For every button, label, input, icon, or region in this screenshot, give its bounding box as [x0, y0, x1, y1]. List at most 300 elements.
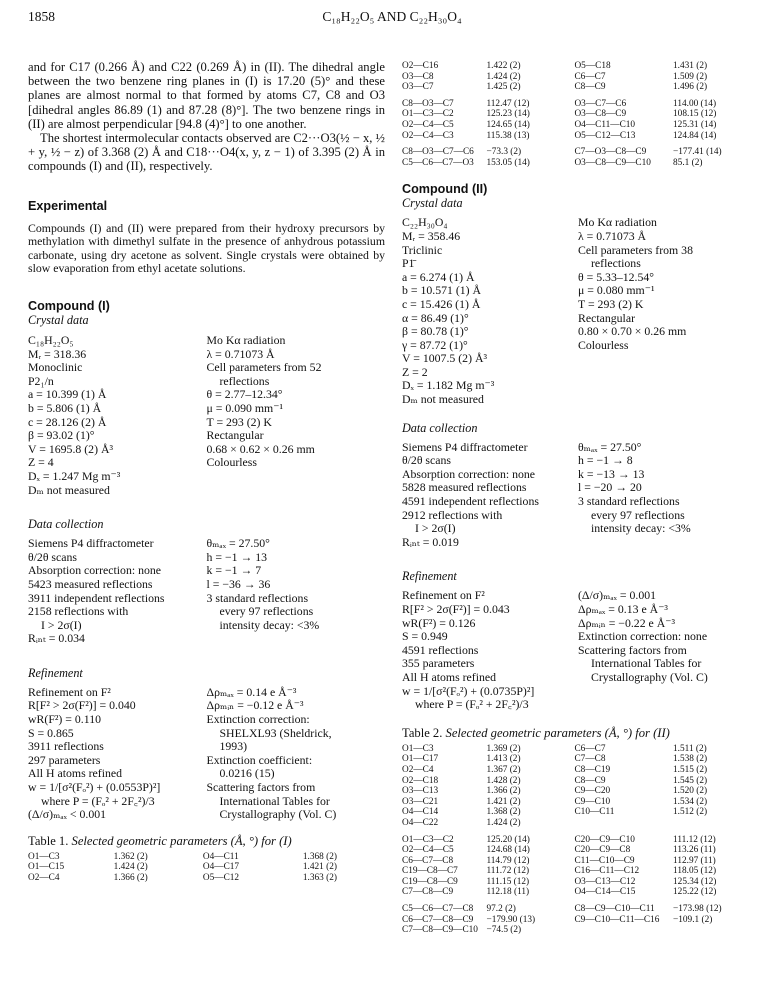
data-line: 0.0216 (15) — [219, 766, 275, 781]
atom-label: O5—C18 — [574, 61, 611, 71]
atom-label: O4—C14 — [402, 807, 439, 818]
atom-label: C19—C8—C7 — [402, 866, 458, 877]
data-line: C₁₈H₂₂O₅ — [28, 333, 74, 347]
value-cell: 113.26 (11) — [673, 845, 716, 856]
data-line: Mo Kα radiation — [206, 333, 286, 347]
atom-label: C20—C9—C10 — [574, 834, 635, 845]
refinement-heading-2: Refinement — [402, 569, 457, 584]
value-cell: 112.47 (12) — [486, 98, 530, 109]
data-collection-1 — [28, 537, 385, 646]
atom-label: O2—C4—C3 — [402, 130, 454, 141]
refinement-2 — [402, 589, 754, 711]
data-line: Z = 2 — [402, 364, 428, 379]
data-line: where P = (Fₒ² + 2F꜀²)/3 — [41, 793, 155, 808]
data-line: Crystallography (Vol. C) — [591, 669, 708, 684]
table-row — [402, 754, 754, 765]
data-line: Scattering factors from — [578, 642, 687, 657]
data-line: S = 0.865 — [28, 725, 74, 740]
atom-label: O1—C3—C2 — [402, 834, 454, 845]
experimental-text: Compounds (I) and (II) were prepared from their hydroxy precursors by methylation with dimethyl sulfate in the presence of anhydrous potassium carbonate, using dry acetone as solvent. Single crystals were obtained by slow evaporation from ethyl acetate solutions. — [28, 220, 385, 276]
atom-label: O1—C17 — [402, 754, 439, 765]
data-line: T = 293 (2) K — [206, 414, 272, 429]
table-1-part-a — [28, 852, 385, 884]
atom-label: C8—C19 — [574, 764, 611, 775]
value-cell: 1.421 (2) — [302, 862, 337, 873]
page-header — [28, 9, 756, 29]
value-cell: 111.72 (12) — [486, 866, 530, 877]
data-collection-2-right — [578, 441, 754, 550]
value-cell: 85.1 (2) — [673, 157, 703, 168]
value-cell: 125.20 (14) — [486, 834, 530, 845]
data-line: θ = 5.33–12.54° — [578, 269, 655, 284]
page-number: 1858 — [28, 9, 55, 24]
data-line: SHELXL93 (Sheldrick, — [219, 725, 332, 740]
value-cell: 1.425 (2) — [486, 82, 521, 93]
crystal-data-2-left — [402, 216, 578, 406]
data-line: θₘₐₓ = 27.50° — [578, 439, 642, 454]
value-cell: 1.496 (2) — [673, 82, 708, 93]
data-line: P1̄ — [402, 256, 415, 271]
value-cell: −179.90 (13) — [486, 914, 536, 925]
table-1-torsions — [402, 147, 754, 168]
table-row — [402, 925, 754, 936]
data-line: h = −1 → 8 — [578, 453, 633, 468]
intro-paragraph-2: The shortest intermolecular contacts observed are C2···O3(½ − x, ½ + y, ½ − z) of 3.368 (2) Å and C18···O4(x, y, z − 1) of 3.395 (2) Å in compounds (I) and (II), respectively. — [28, 131, 385, 174]
table-2-label: Table 2. — [402, 725, 443, 740]
data-line: k = −13 → 13 — [578, 466, 645, 481]
value-cell: 125.23 (14) — [486, 109, 530, 120]
right-column — [402, 61, 754, 936]
value-cell: 1.512 (2) — [673, 807, 708, 818]
data-line: 3 standard reflections — [578, 494, 680, 509]
data-line: Cell parameters from 38 — [578, 242, 693, 257]
value-cell: 1.428 (2) — [486, 775, 521, 786]
value-cell: 1.538 (2) — [673, 754, 708, 765]
table-row — [402, 744, 754, 755]
data-line: 3911 independent reflections — [28, 590, 165, 605]
data-line: 2912 reflections with — [402, 507, 503, 522]
value-cell: 1.366 (2) — [486, 786, 521, 797]
data-line: γ = 87.72 (1)° — [402, 337, 468, 352]
table-1-angles — [402, 99, 754, 141]
atom-label: O3—C13 — [402, 786, 439, 797]
atom-label: C6—C7 — [574, 743, 606, 754]
data-line: θₘₐₓ = 27.50° — [206, 536, 270, 551]
data-line: μ = 0.080 mm⁻¹ — [578, 283, 655, 298]
value-cell: 125.34 (12) — [673, 876, 717, 887]
data-line: l = −36 → 36 — [206, 576, 271, 591]
value-cell: 112.18 (11) — [486, 887, 530, 898]
data-line: C₂₂H₃₀O₄ — [402, 215, 448, 230]
atom-label: C20—C9—C8 — [574, 845, 631, 856]
value-cell: 1.520 (2) — [673, 786, 708, 797]
data-line: Scattering factors from — [206, 780, 316, 795]
table-row — [402, 82, 754, 93]
refinement-2-right — [578, 589, 754, 711]
table-row — [402, 147, 754, 158]
value-cell: 1.515 (2) — [673, 764, 708, 775]
data-line: Δρₘᵢₙ = −0.12 e Å⁻³ — [206, 698, 304, 713]
table-row — [28, 862, 385, 873]
data-line: T = 293 (2) K — [578, 296, 644, 311]
atom-label: O2—C4 — [28, 873, 60, 883]
table-row — [402, 786, 754, 797]
refinement-1-left — [28, 686, 207, 822]
data-line: Dₓ = 1.182 Mg m⁻³ — [402, 378, 495, 393]
atom-label: O4—C11—C10 — [574, 119, 636, 130]
atom-label: O1—C3—C2 — [402, 109, 454, 120]
data-line: V = 1007.5 (2) Å³ — [402, 351, 488, 366]
refinement-1-right — [207, 686, 386, 822]
atom-label: C6—C7 — [574, 71, 606, 82]
data-collection-heading-1: Data collection — [28, 517, 104, 532]
atom-label: C7—C8 — [574, 754, 606, 765]
value-cell: 112.97 (11) — [673, 855, 716, 866]
data-line: a = 6.274 (1) Å — [402, 269, 475, 284]
data-line: Siemens P4 diffractometer — [402, 439, 528, 454]
value-cell: 114.00 (14) — [673, 98, 717, 109]
table-row — [28, 852, 385, 863]
table-row — [402, 818, 754, 829]
atom-label — [574, 925, 673, 936]
data-line: International Tables for — [591, 656, 702, 671]
table-row — [402, 807, 754, 818]
data-line: b = 5.806 (1) Å — [28, 400, 102, 415]
atom-label: C7—C8—C9 — [402, 887, 454, 898]
data-line: Rᵢₙₜ = 0.034 — [28, 631, 85, 646]
atom-label: O5—C12 — [202, 873, 240, 883]
data-line: every 97 reflections — [591, 507, 685, 522]
data-line: 5423 measured reflections — [28, 576, 153, 591]
data-line: Refinement on F² — [402, 588, 485, 603]
atom-label: O3—C8 — [402, 71, 434, 82]
value-cell: 1.545 (2) — [673, 775, 708, 786]
data-line: All H atoms refined — [402, 669, 497, 684]
atom-label: O1—C3 — [28, 851, 60, 862]
value-cell: 115.38 (13) — [486, 130, 530, 141]
data-line: w = 1/[σ²(Fₒ²) + (0.0553P)²] — [28, 780, 161, 795]
data-collection-2-left — [402, 441, 578, 550]
value-cell: 114.79 (12) — [486, 855, 530, 866]
table-2-bonds — [402, 744, 754, 829]
table-row — [402, 904, 754, 915]
table-row — [402, 866, 754, 877]
data-line: c = 15.426 (1) Å — [402, 296, 481, 311]
data-line: θ/2θ scans — [28, 549, 77, 564]
value-cell: 125.22 (12) — [673, 887, 717, 898]
crystal-data-1-right — [207, 334, 386, 497]
atom-label: C9—C10—C11—C16 — [574, 914, 660, 925]
data-line: a = 10.399 (1) Å — [28, 387, 107, 402]
left-column — [28, 60, 385, 884]
table-row — [402, 797, 754, 808]
atom-label: C9—C10 — [574, 796, 611, 807]
value-cell: 118.05 (12) — [673, 866, 717, 877]
data-line: reflections — [219, 373, 270, 388]
atom-label: O4—C17 — [202, 862, 240, 873]
data-line: c = 28.126 (2) Å — [28, 414, 107, 429]
data-line: P2₁/n — [28, 373, 54, 388]
data-line: intensity decay: <3% — [591, 521, 691, 536]
data-line: where P = (Fₒ² + 2F꜀²)/3 — [415, 697, 529, 712]
value-cell: 1.421 (2) — [486, 796, 521, 807]
data-line: 1993) — [219, 739, 248, 754]
atom-label: O2—C18 — [402, 775, 439, 786]
atom-label: C8—C9—C10—C11 — [574, 904, 655, 915]
data-line: R[F² > 2σ(F²)] = 0.043 — [402, 602, 510, 616]
data-line: Absorption correction: none — [402, 466, 536, 481]
table-row — [402, 877, 754, 888]
value-cell: 1.534 (2) — [673, 796, 708, 807]
data-line: Dₘ not measured — [402, 392, 484, 407]
atom-label: C8—C9 — [574, 82, 606, 93]
table-row — [402, 845, 754, 856]
table-row — [28, 873, 385, 884]
atom-label: C8—O3—C7—C6 — [402, 147, 474, 158]
table-row — [402, 120, 754, 131]
value-cell — [673, 925, 754, 936]
data-line: θ = 2.77–12.34° — [206, 387, 283, 402]
crystal-data-2 — [402, 216, 754, 406]
crystal-data-heading-1: Crystal data — [28, 313, 89, 327]
table-2-torsions — [402, 904, 754, 936]
data-line: Refinement on F² — [28, 684, 111, 699]
data-line: μ = 0.090 mm⁻¹ — [206, 400, 283, 415]
value-cell: 1.431 (2) — [673, 61, 708, 71]
data-collection-heading-2: Data collection — [402, 420, 478, 435]
atom-label: C19—C8—C9 — [402, 876, 458, 887]
table-1-bonds — [402, 61, 754, 93]
atom-label: C7—C8—C9—C10 — [402, 925, 478, 936]
experimental-heading: Experimental — [28, 198, 108, 213]
value-cell: 1.362 (2) — [113, 851, 148, 862]
table-row — [402, 109, 754, 120]
data-line: I > 2σ(I) — [415, 521, 456, 536]
data-line: Colourless — [578, 337, 629, 352]
atom-label: C8—C9 — [574, 775, 606, 786]
value-cell: 1.424 (2) — [486, 71, 521, 82]
value-cell: 1.368 (2) — [486, 807, 521, 818]
atom-label: O1—C15 — [28, 862, 65, 873]
atom-label: O5—C12—C13 — [574, 130, 636, 141]
data-line: S = 0.949 — [402, 629, 448, 644]
atom-label: C5—C6—C7—C8 — [402, 904, 474, 915]
value-cell: 1.422 (2) — [486, 61, 521, 71]
data-line: 355 parameters — [402, 656, 475, 671]
table-1-caption — [28, 834, 385, 848]
data-line: 0.80 × 0.70 × 0.26 mm — [578, 324, 687, 339]
data-line: every 97 reflections — [219, 604, 314, 619]
data-line: b = 10.571 (1) Å — [402, 283, 482, 298]
value-cell: −73.3 (2) — [486, 147, 522, 158]
atom-label: C7—O3—C8—C9 — [574, 147, 647, 158]
data-line: I > 2σ(I) — [41, 617, 82, 632]
data-line: Rectangular — [206, 428, 264, 443]
table-row — [402, 131, 754, 142]
crystal-data-heading-2: Crystal data — [402, 196, 463, 211]
atom-label: O4—C14—C15 — [574, 887, 636, 898]
data-line: 3911 reflections — [28, 739, 104, 754]
value-cell: 1.424 (2) — [486, 817, 521, 828]
data-line: 0.68 × 0.62 × 0.26 mm — [206, 441, 315, 456]
data-line: (Δ/σ)ₘₐₓ < 0.001 — [28, 807, 107, 822]
value-cell: 1.368 (2) — [302, 851, 337, 862]
table-row — [402, 887, 754, 898]
data-line: Mo Kα radiation — [578, 215, 657, 230]
value-cell: 1.363 (2) — [302, 873, 337, 883]
crystal-data-2-right — [578, 216, 754, 406]
value-cell: 111.12 (12) — [673, 834, 716, 845]
value-cell: 1.509 (2) — [673, 71, 708, 82]
refinement-1 — [28, 686, 385, 822]
value-cell: −177.41 (14) — [673, 147, 722, 158]
refinement-2-left — [402, 589, 578, 711]
atom-label: C10—C11 — [574, 807, 615, 818]
value-cell: −173.98 (12) — [673, 904, 722, 915]
data-collection-1-right — [207, 537, 386, 646]
data-line: λ = 0.71073 Å — [206, 346, 275, 361]
atom-label: O2—C16 — [402, 61, 439, 71]
data-line: All H atoms refined — [28, 766, 123, 781]
data-line: w = 1/[σ²(Fₒ²) + (0.0735P)²] — [402, 683, 535, 698]
data-line: Δρₘₐₓ = 0.13 e Å⁻³ — [578, 602, 668, 616]
data-line: 4591 reflections — [402, 642, 479, 657]
data-line: Extinction coefficient: — [206, 752, 313, 767]
atom-label: C5—C6—C7—O3 — [402, 157, 474, 168]
atom-label: O3—C7 — [402, 82, 434, 93]
data-line: Extinction correction: none — [578, 629, 708, 644]
value-cell: 1.366 (2) — [113, 873, 148, 883]
data-line: (Δ/σ)ₘₐₓ = 0.001 — [578, 588, 657, 603]
data-line: V = 1695.8 (2) Å³ — [28, 441, 114, 456]
table-2-angles — [402, 835, 754, 899]
data-line: Rᵢₙₜ = 0.019 — [402, 534, 459, 549]
atom-label: O4—C22 — [402, 817, 439, 828]
data-line: Z = 4 — [28, 455, 54, 470]
data-line: wR(F²) = 0.110 — [28, 712, 101, 727]
value-cell: 124.84 (14) — [673, 130, 717, 141]
data-line: wR(F²) = 0.126 — [402, 615, 476, 630]
atom-label: O4—C11 — [202, 851, 239, 862]
refinement-heading-1: Refinement — [28, 665, 83, 680]
data-line: Cell parameters from 52 — [206, 360, 322, 375]
atom-label: C6—C7—C8—C9 — [402, 914, 474, 925]
data-line: 4591 independent reflections — [402, 494, 539, 509]
value-cell: 1.413 (2) — [486, 754, 521, 765]
atom-label: O3—C7—C6 — [574, 98, 627, 109]
atom-label: O2—C4 — [402, 764, 434, 775]
data-line: Δρₘₐₓ = 0.14 e Å⁻³ — [206, 684, 297, 699]
data-line: Colourless — [206, 455, 257, 470]
data-line: θ/2θ scans — [402, 453, 451, 468]
table-2-caption — [402, 726, 754, 740]
data-line: β = 80.78 (1)° — [402, 324, 469, 339]
data-line: International Tables for — [219, 793, 330, 808]
atom-label: C9—C20 — [574, 786, 611, 797]
compound-2-heading: Compound (II) — [402, 182, 488, 197]
atom-label: C6—C7—C8 — [402, 855, 454, 866]
table-row — [402, 61, 754, 72]
data-line: Dₘ not measured — [28, 482, 110, 497]
crystal-data-1 — [28, 334, 385, 497]
value-cell: 124.68 (14) — [486, 845, 530, 856]
atom-label: O3—C8—C9 — [574, 109, 627, 120]
value-cell: 124.65 (14) — [486, 119, 530, 130]
atom-label: C11—C10—C9 — [574, 855, 635, 866]
value-cell: 1.511 (2) — [673, 743, 707, 754]
data-line: reflections — [591, 256, 641, 271]
data-line: h = −1 → 13 — [206, 549, 267, 564]
data-line: l = −20 → 20 — [578, 480, 642, 495]
data-line: λ = 0.71073 Å — [578, 228, 647, 243]
table-row — [402, 856, 754, 867]
data-line: intensity decay: <3% — [219, 617, 320, 632]
data-line: Dₓ = 1.247 Mg m⁻³ — [28, 468, 121, 483]
table-row — [402, 99, 754, 110]
data-collection-2 — [402, 441, 754, 550]
atom-label: O1—C3 — [402, 743, 434, 754]
atom-label: O2—C4—C5 — [402, 845, 454, 856]
value-cell: −109.1 (2) — [673, 914, 713, 925]
table-1-label: Table 1. — [28, 833, 69, 848]
crystal-data-1-left — [28, 334, 207, 497]
data-line: Δρₘᵢₙ = −0.22 e Å⁻³ — [578, 615, 676, 630]
data-line: 2158 reflections with — [28, 604, 129, 619]
table-1-title: Selected geometric parameters (Å, °) for (I) — [71, 833, 292, 848]
value-cell: 153.05 (14) — [486, 157, 530, 168]
data-line: Rectangular — [578, 310, 635, 325]
table-row — [402, 776, 754, 787]
compound-1-heading: Compound (I) — [28, 299, 110, 313]
data-line: Mᵣ = 358.46 — [402, 228, 461, 243]
table-row — [402, 765, 754, 776]
value-cell: 111.15 (12) — [486, 876, 530, 887]
atom-label: C16—C11—C12 — [574, 866, 640, 877]
atom-label: O2—C4—C5 — [402, 119, 454, 130]
value-cell: 97.2 (2) — [486, 904, 516, 915]
data-line: Triclinic — [402, 242, 443, 257]
data-line: Absorption correction: none — [28, 563, 162, 578]
data-line: 297 parameters — [28, 752, 101, 767]
atom-label: C8—O3—C7 — [402, 98, 454, 109]
data-line: 5828 measured reflections — [402, 480, 527, 495]
data-line: 3 standard reflections — [206, 590, 309, 605]
value-cell: 125.31 (14) — [673, 119, 717, 130]
atom-label: O3—C13—C12 — [574, 876, 636, 887]
data-line: Monoclinic — [28, 360, 83, 375]
data-line: k = −1 → 7 — [206, 563, 262, 578]
data-line: R[F² > 2σ(F²)] = 0.040 — [28, 698, 136, 713]
data-line: Siemens P4 diffractometer — [28, 536, 154, 551]
data-line: Mᵣ = 318.36 — [28, 346, 87, 361]
data-collection-1-left — [28, 537, 207, 646]
table-row — [402, 915, 754, 926]
running-title: C₁₈H₂₂O₅ AND C₂₂H₃₀O₄ — [322, 9, 462, 24]
value-cell: 1.424 (2) — [113, 862, 148, 873]
atom-label: O3—C21 — [402, 796, 439, 807]
value-cell — [673, 818, 754, 829]
data-line: Crystallography (Vol. C) — [219, 807, 337, 822]
atom-label: O3—C8—C9—C10 — [574, 157, 651, 168]
value-cell: 1.369 (2) — [486, 743, 521, 754]
value-cell: 1.367 (2) — [486, 764, 521, 775]
data-line: α = 86.49 (1)° — [402, 310, 469, 325]
table-2-title: Selected geometric parameters (Å, °) for (II) — [445, 725, 670, 740]
value-cell: −74.5 (2) — [486, 925, 522, 936]
data-line: Extinction correction: — [206, 712, 310, 727]
intro-paragraph-1: and for C17 (0.266 Å) and C22 (0.269 Å) in (II). The dihedral angle between the two benzene ring planes in (I) is 17.20 (5)° and these planes are almost normal to that formed by atoms C7, C8 and O3 [dihedral angles 86.89 (1) and 87.28 (8)°]. The two benzene rings in (II) are almost perpendicular [94.8 (4)°] to one another. — [28, 60, 385, 131]
table-row — [402, 835, 754, 846]
